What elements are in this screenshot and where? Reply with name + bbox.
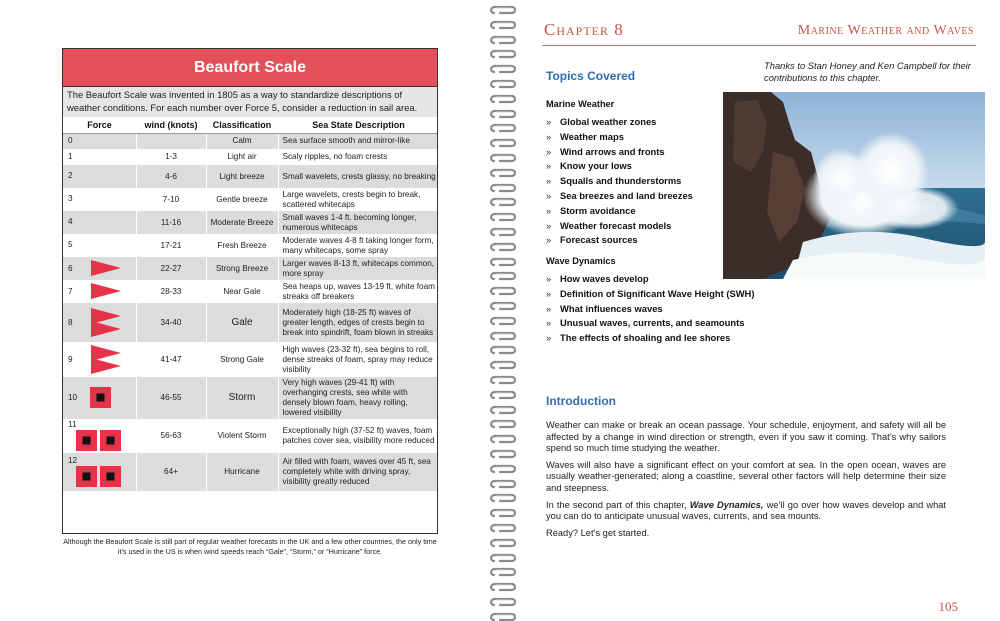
pennant-flag-icon <box>90 260 122 278</box>
force-number: 7 <box>68 286 73 296</box>
table-row <box>63 133 438 149</box>
wind-cell: 1-3 <box>136 149 206 165</box>
table-body <box>63 133 438 491</box>
pennant-flag-icon <box>90 283 122 301</box>
column-header-description: Sea State Description <box>278 117 438 133</box>
force-cell <box>63 234 136 257</box>
table-footnote: Although the Beaufort Scale is still part of regular weather forecasts in the UK and a few other countries, the only time it’s used in the US is when wind speeds reach “Gale”, “Storm,” or “Hurricane” force. <box>63 537 437 556</box>
spiral-coil <box>488 285 518 299</box>
table-row <box>63 453 438 491</box>
description-cell: Sea heaps up, waves 13-19 ft, white foam streaks off breakers <box>278 280 438 303</box>
spiral-coil <box>488 34 518 48</box>
force-number: 9 <box>68 354 73 364</box>
left-page <box>0 0 490 621</box>
topic-label: Squalls and thunderstorms <box>560 175 682 187</box>
spiral-coil <box>488 552 518 566</box>
marine-topic-item <box>546 220 693 235</box>
description-cell: Small wavelets, crests glassy, no breaking <box>278 165 438 188</box>
chapter-label: Chapter 8 <box>544 20 624 39</box>
marine-topic-item <box>546 175 693 190</box>
table-row <box>63 303 438 342</box>
force-number: 0 <box>68 136 73 146</box>
topic-label: Global weather zones <box>560 116 657 127</box>
spiral-coil <box>488 359 518 373</box>
column-header-wind: wind (knots) <box>136 117 206 133</box>
topic-label: Know your lows <box>560 160 632 172</box>
classification-cell: Gale <box>206 303 278 342</box>
bullet-glyph: » <box>546 145 552 157</box>
force-cell <box>63 165 136 188</box>
force-number: 1 <box>68 151 73 161</box>
marine-topic-item <box>546 190 693 205</box>
bullet-glyph: » <box>546 219 552 231</box>
spiral-coil <box>488 492 518 506</box>
photo-illustration <box>723 92 985 279</box>
right-page <box>518 0 1000 621</box>
wind-cell <box>136 133 206 149</box>
marine-topic-item <box>546 146 693 161</box>
topic-label: Weather maps <box>560 130 624 142</box>
table-row <box>63 165 438 188</box>
force-number: 5 <box>68 240 73 250</box>
wind-cell: 56-63 <box>136 419 206 453</box>
force-number: 8 <box>68 317 73 327</box>
classification-cell: Near Gale <box>206 280 278 303</box>
column-header-force: Force <box>63 117 136 133</box>
spiral-coil <box>488 63 518 77</box>
spiral-coil <box>488 463 518 477</box>
spiral-coil <box>488 93 518 107</box>
description-cell: High waves (23-32 ft), sea begins to roll, dense streaks of foam, spray may reduce visibility <box>278 342 438 377</box>
force-cell <box>63 303 136 342</box>
classification-cell: Strong Gale <box>206 342 278 377</box>
description-cell: Large wavelets, crests begin to break, scattered whitecaps <box>278 188 438 211</box>
bullet-glyph: » <box>546 130 552 142</box>
column-header-classification: Classification <box>206 117 278 133</box>
bullet-glyph: » <box>546 175 552 187</box>
table-row <box>63 149 438 165</box>
topic-label: Unusual waves, currents, and seamounts <box>560 317 745 329</box>
table-row <box>63 377 438 419</box>
bullet-glyph: » <box>546 116 552 127</box>
bullet-glyph: » <box>546 234 552 246</box>
classification-cell: Fresh Breeze <box>206 234 278 257</box>
spiral-coil <box>488 330 518 344</box>
table-row <box>63 257 438 280</box>
table-row <box>63 342 438 377</box>
force-cell <box>63 453 136 491</box>
beaufort-table <box>63 117 438 491</box>
double-pennant-flag-icon <box>90 345 122 375</box>
bullet-glyph: » <box>546 302 552 314</box>
wave-dynamics-heading: Wave Dynamics <box>546 256 616 266</box>
force-number: 10 <box>68 393 78 402</box>
classification-cell: Moderate Breeze <box>206 211 278 234</box>
spiral-coil <box>488 389 518 403</box>
spiral-coil <box>488 315 518 329</box>
marine-weather-heading: Marine Weather <box>546 99 615 109</box>
double-pennant-flag-icon <box>90 308 122 338</box>
spiral-coil <box>488 478 518 492</box>
page-number: 105 <box>938 599 958 614</box>
section-label: Marine Weather and Waves <box>797 23 974 38</box>
topic-label: The effects of shoaling and lee shores <box>560 332 731 344</box>
classification-cell: Strong Breeze <box>206 257 278 280</box>
wind-cell: 28-33 <box>136 280 206 303</box>
spiral-coil <box>488 537 518 551</box>
spiral-coil <box>488 418 518 432</box>
description-cell: Very high waves (29-41 ft) with overhanging crests, sea white with densely blown foam, heavy rolling, lowered visibility <box>278 377 438 419</box>
marine-topic-item <box>546 116 693 131</box>
wind-cell: 7-10 <box>136 188 206 211</box>
spiral-coil <box>488 152 518 166</box>
spiral-coil <box>488 404 518 418</box>
force-cell <box>63 377 136 419</box>
marine-topic-item <box>546 160 693 175</box>
intro-paragraph: Weather can make or break an ocean passage. Your schedule, enjoyment, and safety will all be affected by a change in wind direction or strength, even if you saw it coming. That’s why sailors spend so much time studying the weather. <box>546 420 946 454</box>
bullet-glyph: » <box>546 204 552 216</box>
spiral-coil <box>488 196 518 210</box>
marine-topic-item <box>546 131 693 146</box>
spiral-coil <box>488 4 518 18</box>
wind-cell: 46-55 <box>136 377 206 419</box>
running-head <box>542 18 976 46</box>
description-cell: Larger waves 8-13 ft, whitecaps common, more spray <box>278 257 438 280</box>
force-cell <box>63 342 136 377</box>
spiral-coil <box>488 241 518 255</box>
force-cell <box>63 133 136 149</box>
table-row <box>63 419 438 453</box>
topic-label: Forecast sources <box>560 234 638 246</box>
spiral-coil <box>488 300 518 314</box>
spiral-coil <box>488 182 518 196</box>
spiral-coil <box>488 374 518 388</box>
force-cell <box>63 419 136 453</box>
wind-cell: 22-27 <box>136 257 206 280</box>
wave-topic-item <box>546 303 754 318</box>
bullet-glyph: » <box>546 317 552 329</box>
spiral-coil <box>488 566 518 580</box>
topic-label: How waves develop <box>560 273 649 284</box>
spiral-coil <box>488 108 518 122</box>
table-row <box>63 280 438 303</box>
contributors-credit: Thanks to Stan Honey and Ken Campbell for their contributions to this chapter. <box>764 60 971 83</box>
classification-cell: Calm <box>206 133 278 149</box>
table-row <box>63 188 438 211</box>
bullet-glyph: » <box>546 160 552 172</box>
wave-topic-item <box>546 317 754 332</box>
classification-cell: Light breeze <box>206 165 278 188</box>
double-storm-flag-icon <box>76 466 124 488</box>
intro-text: we’ll go over how waves develop and what you can do to anticipate unusual waves, currents, and sea mounts. <box>546 499 947 522</box>
description-cell: Exceptionally high (37-52 ft) waves, foam patches cover sea, visibility more reduced <box>278 419 438 453</box>
spiral-coil <box>488 226 518 240</box>
marine-topic-item <box>546 234 693 249</box>
wave-topic-list <box>546 273 754 347</box>
spiral-coil <box>488 78 518 92</box>
bullet-glyph: » <box>546 189 552 201</box>
description-cell: Moderately high (18-25 ft) waves of greater length, edges of crests begin to break into spindrift, foam blown in streaks <box>278 303 438 342</box>
intro-paragraph <box>546 500 946 523</box>
classification-cell: Light air <box>206 149 278 165</box>
spiral-coil <box>488 256 518 270</box>
spiral-coil <box>488 581 518 595</box>
wave-dynamics-emphasis: Wave Dynamics, <box>689 499 764 510</box>
marine-topic-item <box>546 205 693 220</box>
topic-label: Definition of Significant Wave Height (SWH) <box>560 287 755 299</box>
force-number: 6 <box>68 263 73 273</box>
wave-crashing-on-rocks-photo <box>723 92 985 279</box>
force-cell <box>63 211 136 234</box>
description-cell: Small waves 1-4 ft. becoming longer, numerous whitecaps <box>278 211 438 234</box>
force-cell <box>63 257 136 280</box>
classification-cell: Gentle breeze <box>206 188 278 211</box>
description-cell: Sea surface smooth and mirror-like <box>278 133 438 149</box>
wind-cell: 11-16 <box>136 211 206 234</box>
force-number: 4 <box>68 217 73 227</box>
force-cell <box>63 149 136 165</box>
spiral-coil <box>488 611 518 621</box>
wind-cell: 17-21 <box>136 234 206 257</box>
beaufort-table-box <box>62 48 438 534</box>
force-cell <box>63 280 136 303</box>
introduction-body <box>546 420 946 544</box>
table-title: Beaufort Scale <box>63 49 437 87</box>
description-cell: Moderate waves 4-8 ft taking longer form, many whitecaps, some spray <box>278 234 438 257</box>
table-row <box>63 234 438 257</box>
classification-cell: Storm <box>206 377 278 419</box>
spiral-coil <box>488 344 518 358</box>
wind-cell: 64+ <box>136 453 206 491</box>
spiral-coil <box>488 596 518 610</box>
classification-cell: Violent Storm <box>206 419 278 453</box>
spiral-coil <box>488 448 518 462</box>
force-cell <box>63 188 136 211</box>
marine-topic-list <box>546 116 693 249</box>
bullet-glyph: » <box>546 273 552 284</box>
force-number: 3 <box>68 194 73 204</box>
description-cell: Scaly ripples, no foam crests <box>278 149 438 165</box>
force-number: 11 <box>68 420 77 429</box>
force-number: 12 <box>68 456 78 466</box>
spiral-coil <box>488 19 518 33</box>
spiral-coil <box>488 211 518 225</box>
spiral-coil <box>488 122 518 136</box>
spiral-coil <box>488 48 518 62</box>
spiral-coil <box>488 270 518 284</box>
wind-cell: 41-47 <box>136 342 206 377</box>
introduction-heading: Introduction <box>546 394 616 408</box>
topic-label: Wind arrows and fronts <box>560 145 665 157</box>
storm-flag-icon <box>90 387 114 409</box>
double-storm-flag-icon <box>76 430 124 452</box>
description-cell: Air filled with foam, waves over 45 ft, sea completely white with driving spray, visibility greatly reduced <box>278 453 438 491</box>
topic-label: Storm avoidance <box>560 204 636 216</box>
topic-label: Sea breezes and land breezes <box>560 189 693 201</box>
spiral-coil <box>488 522 518 536</box>
classification-cell: Hurricane <box>206 453 278 491</box>
intro-text: In the second part of this chapter, <box>546 499 690 510</box>
spiral-binding <box>488 0 518 621</box>
wind-cell: 34-40 <box>136 303 206 342</box>
table-header-row <box>63 117 438 133</box>
table-row <box>63 211 438 234</box>
bullet-glyph: » <box>546 287 552 299</box>
intro-paragraph: Ready? Let’s get started. <box>546 527 650 538</box>
wave-topic-item <box>546 332 754 347</box>
spiral-coil <box>488 433 518 447</box>
topic-label: What influences waves <box>560 302 663 314</box>
wind-cell: 4-6 <box>136 165 206 188</box>
topics-heading: Topics Covered <box>546 69 636 83</box>
wave-topic-item <box>546 288 754 303</box>
topic-label: Weather forecast models <box>560 219 672 231</box>
spiral-coil <box>488 167 518 181</box>
intro-paragraph: Waves will also have a significant effect on your comfort at sea. In the open ocean, waves are usually weather-generated; along a coastline, several other factors will help determine their size and steepness. <box>546 459 946 493</box>
table-intro: The Beaufort Scale was invented in 1805 as a way to standardize descriptions of weather conditions. For each number over Force 5, consider a reduction in sail area. <box>63 87 437 117</box>
bullet-glyph: » <box>546 332 552 344</box>
spiral-coil <box>488 137 518 151</box>
force-number: 2 <box>68 171 73 181</box>
spiral-coil <box>488 507 518 521</box>
